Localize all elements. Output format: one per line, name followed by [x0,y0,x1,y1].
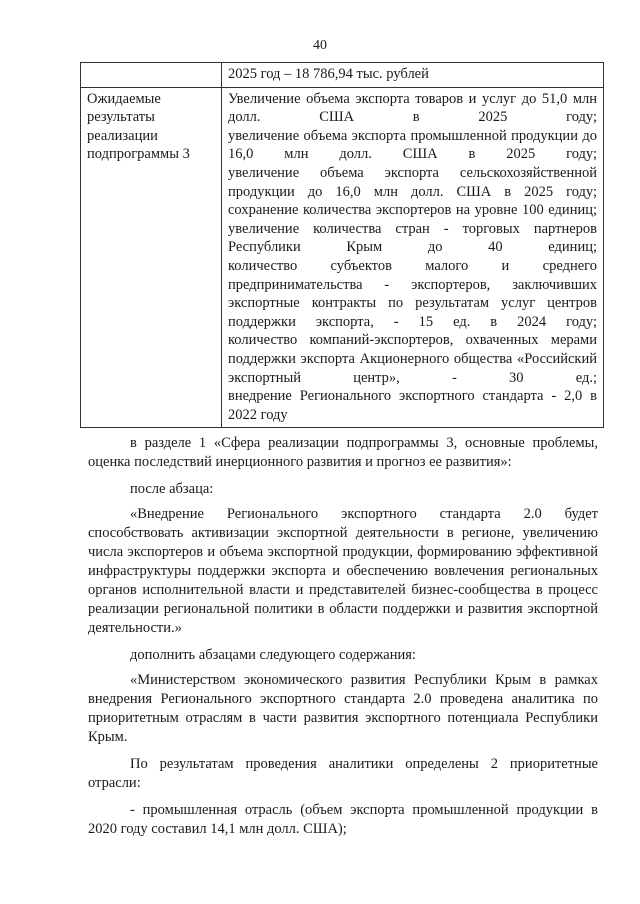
table-cell-expected-results-label: Ожидаемые результаты реализации подпрограммы 3 [81,87,222,428]
subprogram-table [80,62,604,428]
table-row [81,63,604,88]
paragraph-priority-industries: По результатам проведения аналитики определены 2 приоритетные отрасли: [88,756,598,791]
table-row [81,87,604,428]
result-item: увеличение количества стран - торговых партнеров Республики Крым до 40 единиц; [228,220,597,256]
result-item: сохранение количества экспортеров на уровне 100 единиц; [228,202,597,219]
table-cell-label [81,63,222,88]
paragraph-ministry-analytics: «Министерством экономического развития Республики Крым в рамках внедрения Регионального экспортного стандарта 2.0 проведена аналитика по приоритетным отраслям в части развития экспортного потенциала Республики Крым. [88,672,598,745]
paragraph-quoted-original: «Внедрение Регионального экспортного стандарта 2.0 будет способствовать активизации экспортной деятельности в регионе, увеличению числа экспортеров и объема экспортной продукции, формированию эффективной инфраструктуры поддержки экспорта и обеспечению вовлечения региональных органов исполнительной власти и представителей бизнес-сообщества в процесс реализации региональной политики в области поддержки и развития экспортной деятельности.» [88,506,598,636]
result-item: Увеличение объема экспорта товаров и услуг до 51,0 млн долл. США в 2025 году; [228,90,597,126]
paragraph-add-instruction: дополнить абзацами следующего содержания: [130,647,416,663]
paragraph-industrial-sector: - промышленная отрасль (объем экспорта промышленной продукции в 2020 году составил 14,1 млн долл. США); [88,802,598,837]
paragraph-after: после абзаца: [130,481,214,497]
result-item: увеличение объема экспорта промышленной продукции до 16,0 млн долл. США в 2025 году; [228,127,597,163]
document-body [88,434,598,847]
result-item: увеличение объема экспорта сельскохозяйственной продукции до 16,0 млн долл. США в 2025 году; [228,164,597,200]
table-cell-funding: 2025 год – 18 786,94 тыс. рублей [222,63,604,88]
result-item: внедрение Регионального экспортного стандарта - 2,0 в 2022 году [228,388,597,423]
paragraph-section-reference: в разделе 1 «Сфера реализации подпрограммы 3, основные проблемы, оценка последствий инерционного развития и прогноз ее развития»: [88,435,598,470]
page-number: 40 [313,38,327,53]
table-cell-expected-results [222,87,604,428]
result-item: количество компаний-экспортеров, охваченных мерами поддержки экспорта Акционерного общества «Российский экспортный центр», - 30 ед.; [228,332,597,386]
result-item: количество субъектов малого и среднего предпринимательства - экспортеров, заключивших экспортные контракты по результатам услуг центров поддержки экспорта, - 15 ед. в 2024 году; [228,257,597,330]
